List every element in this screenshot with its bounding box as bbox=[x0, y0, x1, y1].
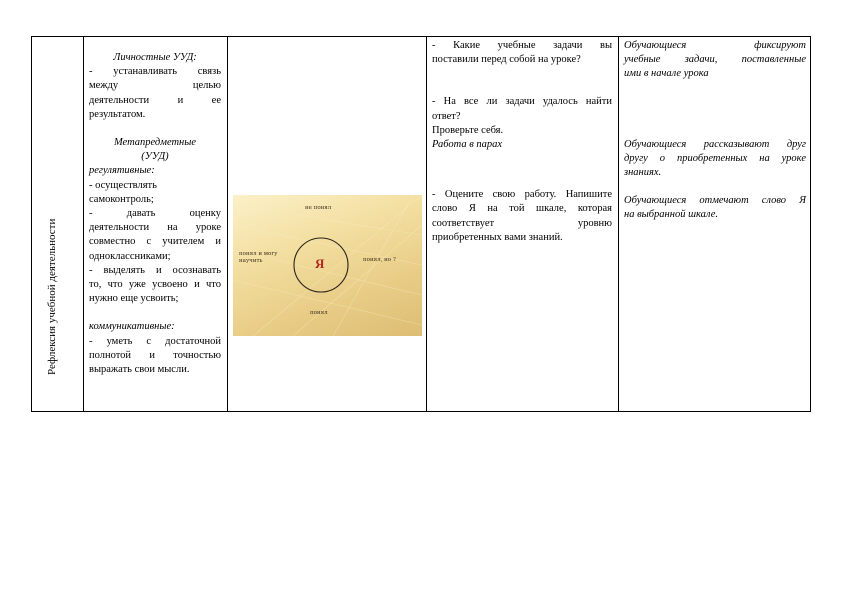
student-activity-cell bbox=[619, 37, 812, 411]
reflection-table bbox=[31, 36, 811, 412]
question-line: поставили перед собой на уроке? bbox=[432, 54, 581, 66]
label-top: не понял bbox=[305, 205, 332, 211]
lichnostnye-line: результатом. bbox=[89, 108, 146, 120]
label-left: понял и могу научить bbox=[239, 251, 278, 264]
regul-title: регулятивные: bbox=[89, 165, 155, 177]
answer-line: учебные задачи, поставленные bbox=[624, 54, 806, 66]
komm-title: коммуникативные: bbox=[89, 321, 175, 333]
label-right: понял, но ? bbox=[363, 257, 396, 263]
meta-title-2: (УУД) bbox=[141, 151, 169, 163]
answer-line: ими в начале урока bbox=[624, 68, 709, 80]
meta-title: Метапредметные bbox=[113, 137, 197, 149]
answer-line: другу о приобретенных на уроке bbox=[624, 152, 806, 164]
regul-line: одноклассниками; bbox=[89, 250, 171, 262]
pairs-text: Работа в парах bbox=[432, 139, 503, 151]
stage-cell bbox=[32, 37, 84, 411]
uud-cell bbox=[84, 37, 228, 411]
answer-line: на выбранной шкале. bbox=[624, 209, 719, 221]
stage-label: Рефлексия учебной деятельности bbox=[46, 218, 58, 375]
self-assessment-scale-image bbox=[233, 195, 422, 336]
question-line: - Какие учебные задачи вы bbox=[432, 40, 612, 51]
teacher-activity-cell bbox=[427, 37, 619, 411]
regul-line: самоконтроль; bbox=[89, 193, 154, 205]
center-letter: Я bbox=[315, 256, 325, 271]
regul-line: - выделять и осознавать bbox=[89, 264, 221, 276]
komm-line: выражать свои мысли. bbox=[89, 364, 190, 376]
answer-line: Обучающиеся рассказывают друг bbox=[624, 138, 806, 150]
label-bottom: понял bbox=[310, 310, 328, 316]
komm-line: полнотой и точностью bbox=[89, 349, 221, 361]
regul-line: совместно с учителем и bbox=[89, 236, 221, 248]
regul-line: деятельности на уроке bbox=[89, 222, 221, 234]
komm-line: - уметь с достаточной bbox=[89, 335, 221, 347]
regul-line: - осуществлять bbox=[89, 179, 157, 191]
question-line: - Оцените свою работу. Напишите bbox=[432, 189, 612, 201]
lichnostnye-line: - устанавливать связь bbox=[89, 66, 221, 78]
answer-line: Обучающиеся фиксируют bbox=[624, 40, 806, 51]
lichnostnye-title: Личностные УУД: bbox=[113, 52, 197, 63]
regul-line: - давать оценку bbox=[89, 208, 221, 220]
question-line: - На все ли задачи удалось найти bbox=[432, 96, 612, 108]
lichnostnye-line: деятельности и ее bbox=[89, 94, 221, 106]
regul-line: то, что уже усвоено и что bbox=[89, 279, 221, 291]
image-cell bbox=[228, 37, 427, 411]
question-line: ответ? bbox=[432, 110, 461, 122]
answer-line: Обучающиеся отмечают слово Я bbox=[624, 195, 806, 207]
question-line: слово Я на той шкале, которая bbox=[432, 203, 612, 215]
check-text: Проверьте себя. bbox=[432, 124, 504, 136]
question-line: соответствует уровню bbox=[432, 217, 612, 229]
answer-line: знаниях. bbox=[624, 167, 662, 179]
lichnostnye-line: между целью bbox=[89, 80, 221, 92]
question-line: приобретенных вами знаний. bbox=[432, 231, 563, 243]
regul-line: нужно еще усвоить; bbox=[89, 293, 179, 305]
